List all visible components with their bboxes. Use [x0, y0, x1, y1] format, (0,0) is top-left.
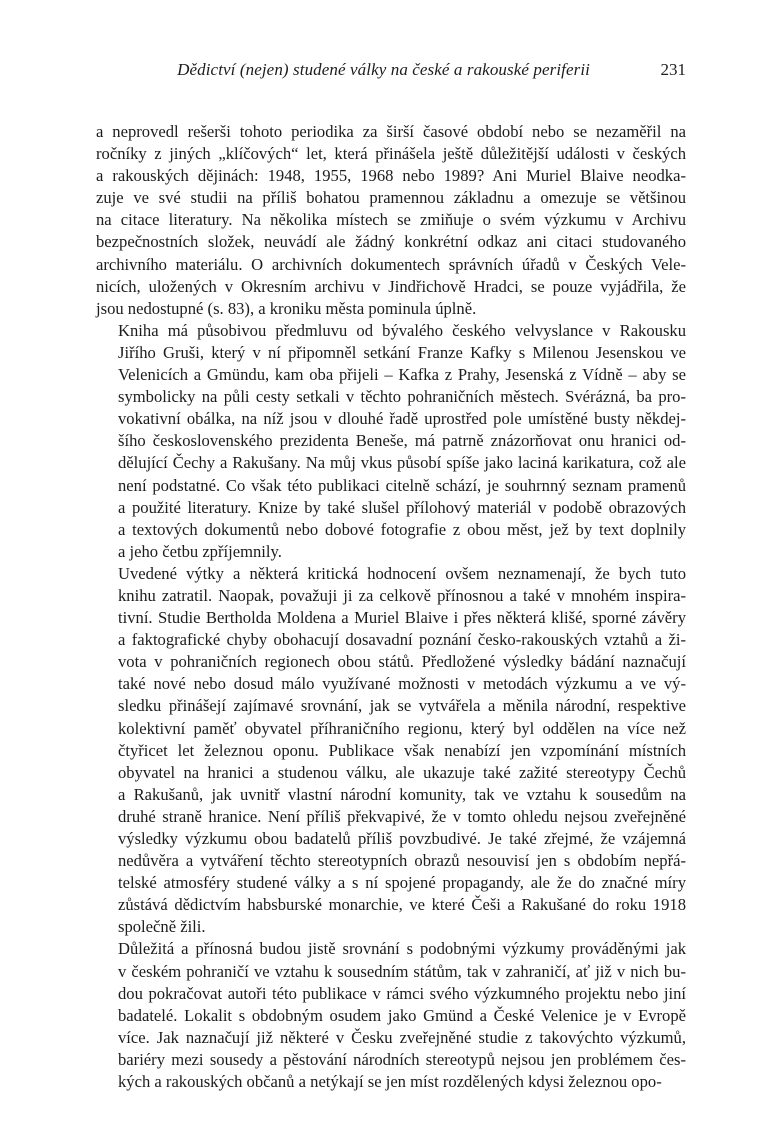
running-title: Dědictví (nejen) studené války na české a rakouské periferii	[177, 60, 590, 79]
text-line: tivní. Studie Bertholda Moldena a Muriel Blaive i přes některá klišé, sporné závěry	[118, 608, 686, 628]
text-line: symbolicky na půli cesty setkali v těchto pohraničních městech. Svérázná, ba pro-	[118, 387, 686, 407]
text-line: badatelé. Lokalit s obdobným osudem jako Gmünd a České Velenice je v Evropě	[118, 1005, 686, 1025]
text-line: společně žili.	[118, 917, 206, 937]
text-line: bezpečnostních složek, neuvádí ale žádný konkrétní odkaz ani citaci studovaného	[96, 232, 686, 252]
text-line: v českém pohraničí ve vztahu k sousedním státům, tak v zahraničí, ať již v nich bu-	[118, 961, 686, 981]
text-line: jsou nedostupné (s. 83), a kroniku města pominula úplně.	[96, 298, 477, 318]
text-line: sledku přinášejí zajímavé srovnání, jak se vytvářela a měnila národní, respektive	[118, 696, 686, 716]
text-line: a textových dokumentů nebo dobové fotografie z obou měst, jež by text doplnily	[118, 519, 686, 539]
text-line: ročníky z jiných „klíčových“ let, která přinášela ještě důležitější události v českých	[96, 144, 686, 164]
text-line: Velenicích a Gmündu, kam oba přijeli – Kafka z Prahy, Jesenská z Vídně – aby se	[118, 365, 686, 385]
text-line: druhé straně hranice. Není příliš překvapivé, že v tomto ohledu nejsou zveřejněné	[118, 806, 686, 826]
text-line: Jiřího Gruši, který v ní připomněl setkání Franze Kafky s Milenou Jesenskou ve	[118, 342, 686, 362]
text-line: více. Jak naznačují již některé v Česku zveřejněné studie z takovýchto výzkumů,	[118, 1027, 686, 1047]
text-line: dou pokračovat autoři této publikace v rámci svého výzkumného projektu nebo jiní	[118, 983, 686, 1003]
text-line: výsledky výzkumu obou badatelů příliš povzbudivé. Je také zřejmé, že vzájemná	[118, 829, 686, 848]
paragraph	[96, 938, 686, 1093]
text-line: není podstatné. Co však této publikaci citelně schází, je souhrnný seznam pramenů	[118, 475, 686, 495]
paragraph	[96, 320, 686, 563]
text-line: Uvedené výtky a některá kritická hodnocení ovšem neznamenají, že bych tuto	[118, 563, 686, 583]
text-line: čtyřicet let železnou oponu. Publikace však nenabízí jen vzpomínání místních	[118, 740, 686, 760]
text-line: archivního materiálu. O archivních dokumentech správních úřadů v Českých Vele-	[96, 254, 686, 274]
text-line: a neprovedl rešerši tohoto periodika za širší časové období nebo se nezaměřil na	[96, 122, 686, 141]
running-head	[96, 60, 686, 86]
text-line: a jeho četbu zpříjemnily.	[118, 541, 282, 561]
text-line: obyvatel na hranici a studenou válku, ale ukazuje také zažité stereotypy Čechů	[118, 762, 686, 782]
text-line: zůstává dědictvím habsburské monarchie, ve které Češi a Rakušané do roku 1918	[118, 895, 686, 915]
text-line: a faktografické chyby obohacují dosavadní poznání česko-rakouských vztahů a ži-	[118, 630, 686, 650]
text-line: vokativní obálka, na níž jsou v dlouhé řadě uprostřed pole umístěné busty někdej-	[118, 409, 686, 429]
text-line: telské atmosféry studené války a s ní spojené propagandy, ale že do značné míry	[118, 873, 686, 893]
text-line: a Rakušanů, jak uvnitř vlastní národní komunity, tak ve vztahu k sousedům na	[118, 784, 686, 804]
text-line: kolektivní paměť obyvatel příhraničního regionu, který byl oddělen na více než	[118, 718, 686, 738]
paragraph	[96, 563, 686, 939]
text-line: a rakouských dějinách: 1948, 1955, 1968 nebo 1989? Ani Muriel Blaive neodka-	[96, 166, 686, 186]
text-line: dělující Čechy a Rakušany. Na můj vkus působí spíše jako laciná karikatura, což ale	[118, 453, 686, 473]
page-number: 231	[660, 60, 686, 79]
text-line: nedůvěra a vytváření těchto stereotypních obrazů nesouvisí jen s obdobím nepřá-	[118, 851, 686, 871]
text-line: šího československého prezidenta Beneše, má patrně znázorňovat onu hranici od-	[118, 431, 686, 451]
text-line: knihu zatratil. Naopak, považuji ji za celkově přínosnou a také v mnohém inspira-	[118, 585, 686, 605]
text-line: zuje ve své studii na příliš bohatou pramennou základnu a omezuje se většinou	[96, 188, 686, 208]
text-line: Důležitá a přínosná budou jistě srovnání s podobnými výzkumy prováděnými jak	[118, 939, 686, 959]
text-line: a použité literatury. Knize by také slušel přílohový materiál v podobě obrazových	[118, 497, 686, 517]
text-line: bariéry mezi sousedy a pěstování národních stereotypů nejsou jen problémem čes-	[118, 1049, 686, 1069]
body-text	[96, 121, 686, 1093]
text-line: nicích, uložených v Okresním archivu v Jindřichově Hradci, se pouze vyjádřila, že	[96, 276, 686, 296]
text-line: kých a rakouských občanů a netýkají se jen míst rozdělených kdysi železnou opo-	[118, 1072, 662, 1092]
text-line: Kniha má působivou předmluvu od bývalého českého velvyslance v Rakousku	[118, 320, 686, 340]
text-line: vota v pohraničních regionech obou států. Předložené výsledky bádání naznačují	[118, 652, 686, 672]
text-line: také nové nebo dosud málo využívané možnosti v metodách výzkumu a ve vý-	[118, 674, 686, 694]
paragraph	[96, 121, 686, 320]
text-line: na citace literatury. Na několika místech se zmiňuje o svém výzkumu v Archivu	[96, 210, 686, 230]
